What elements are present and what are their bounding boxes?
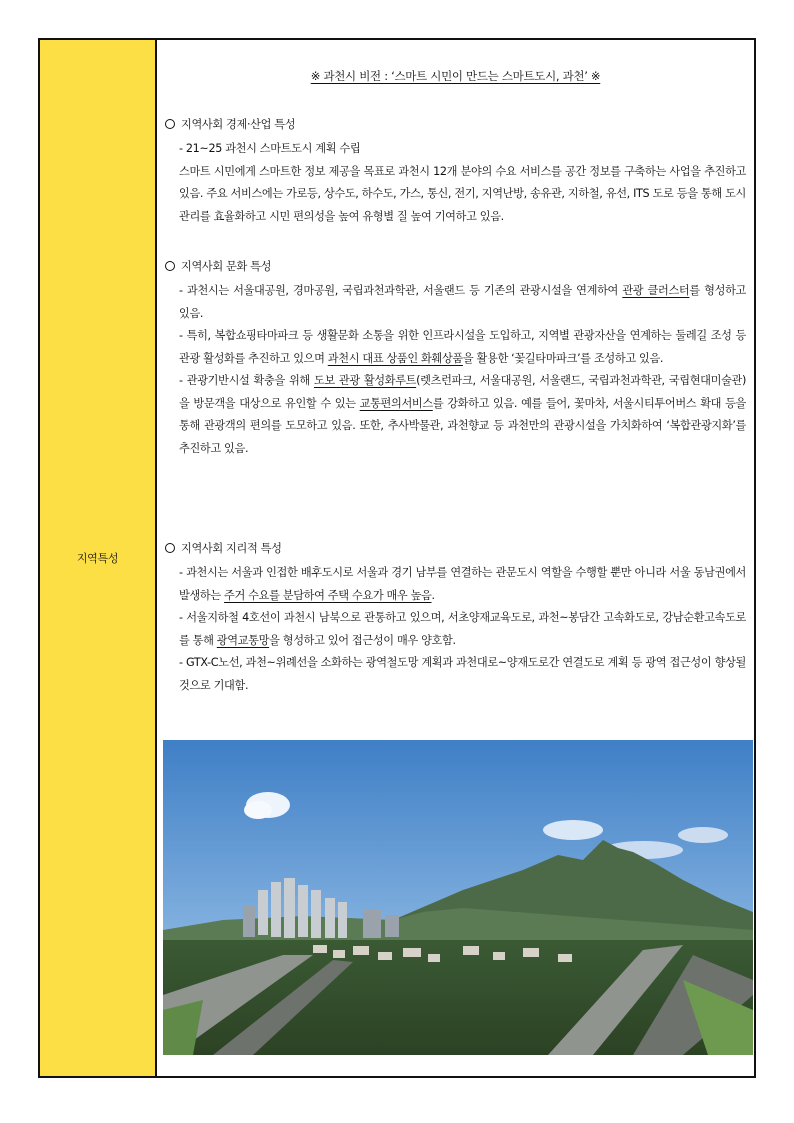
page-frame bbox=[38, 38, 756, 1078]
section-culture bbox=[165, 258, 746, 460]
vision-title: ※ 과천시 비전 : ‘스마트 시민이 만드는 스마트도시, 과천’ ※ bbox=[310, 69, 601, 83]
section-heading: 지역사회 지리적 특성 bbox=[165, 540, 746, 556]
paragraph: - 관광기반시설 확충을 위해 도보 관광 활성화루트(렛츠런파크, 서울대공원, 서울랜드, 국립과천과학관, 국립현대미술관)을 방문객을 대상으로 유인할 수 있는 교통편의서비스를 강화하고 있음. 예를 들어, 꽃마차, 서울시티투어버스 확대 등을 통해 관광객의 편의를 도모하고 있음. 또한, 추사박물관, 과천향교 등 과천만의 관광시설을 가치화하여 ‘복합관광지화’를 추진하고 있음. bbox=[179, 374, 746, 455]
panorama-photo bbox=[163, 740, 753, 1055]
section-economy bbox=[165, 116, 746, 228]
side-label: 지역특성 bbox=[76, 552, 119, 565]
content-cell bbox=[157, 40, 754, 1076]
section-geography bbox=[165, 540, 746, 697]
circle-bullet-icon bbox=[165, 119, 175, 129]
paragraph: - 과천시는 서울대공원, 경마공원, 국립과천과학관, 서울랜드 등 기존의 관광시설을 연계하여 관광 클러스터를 형성하고 있음. bbox=[179, 284, 746, 320]
paragraph: - 과천시는 서울과 인접한 배후도시로 서울과 경기 남부를 연결하는 관문도시 역할을 수행할 뿐만 아니라 서울 동남권에서 발생하는 주거 수요를 분담하여 주택 수요가 매우 높음. bbox=[179, 566, 746, 602]
circle-bullet-icon bbox=[165, 543, 175, 553]
paragraph: 스마트 시민에게 스마트한 정보 제공을 목표로 과천시 12개 분야의 수요 서비스를 공간 정보를 구축하는 사업을 추진하고 있음. 주요 서비스에는 가로등, 상수도, 하수도, 가스, 통신, 전기, 지역난방, 송유관, 지하철, 유선, ITS 도로 등을 통해 도시 관리를 효율화하고 시민 편의성을 높여 유형별 질 높여 기여하고 있음. bbox=[179, 164, 746, 223]
paragraph: - GTX-C노선, 과천~위례선을 소화하는 광역철도망 계획과 과천대로~양재도로간 연결도로 계획 등 광역 접근성이 향상될 것으로 기대함. bbox=[179, 656, 746, 692]
paragraph: - 서울지하철 4호선이 과천시 남북으로 관통하고 있으며, 서초양재교육도로, 과천~봉담간 고속화도로, 강남순환고속도로를 통해 광역교통망을 형성하고 있어 접근성이 매우 양호함. bbox=[179, 611, 746, 647]
paragraph: - 특히, 복합쇼핑타마파크 등 생활문화 소통을 위한 인프라시설을 도입하고, 지역별 관광자산을 연계하는 둘레길 조성 등 관광 활성화를 추진하고 있으며 과천시 대표 상품인 화훼상품을 활용한 ‘꽃길타마파크’를 조성하고 있음. bbox=[179, 329, 746, 365]
side-label-cell bbox=[40, 40, 157, 1076]
paragraph: - 21~25 과천시 스마트도시 계획 수립 bbox=[179, 142, 361, 155]
section-heading: 지역사회 문화 특성 bbox=[165, 258, 746, 274]
section-heading: 지역사회 경제·산업 특성 bbox=[165, 116, 746, 132]
circle-bullet-icon bbox=[165, 261, 175, 271]
